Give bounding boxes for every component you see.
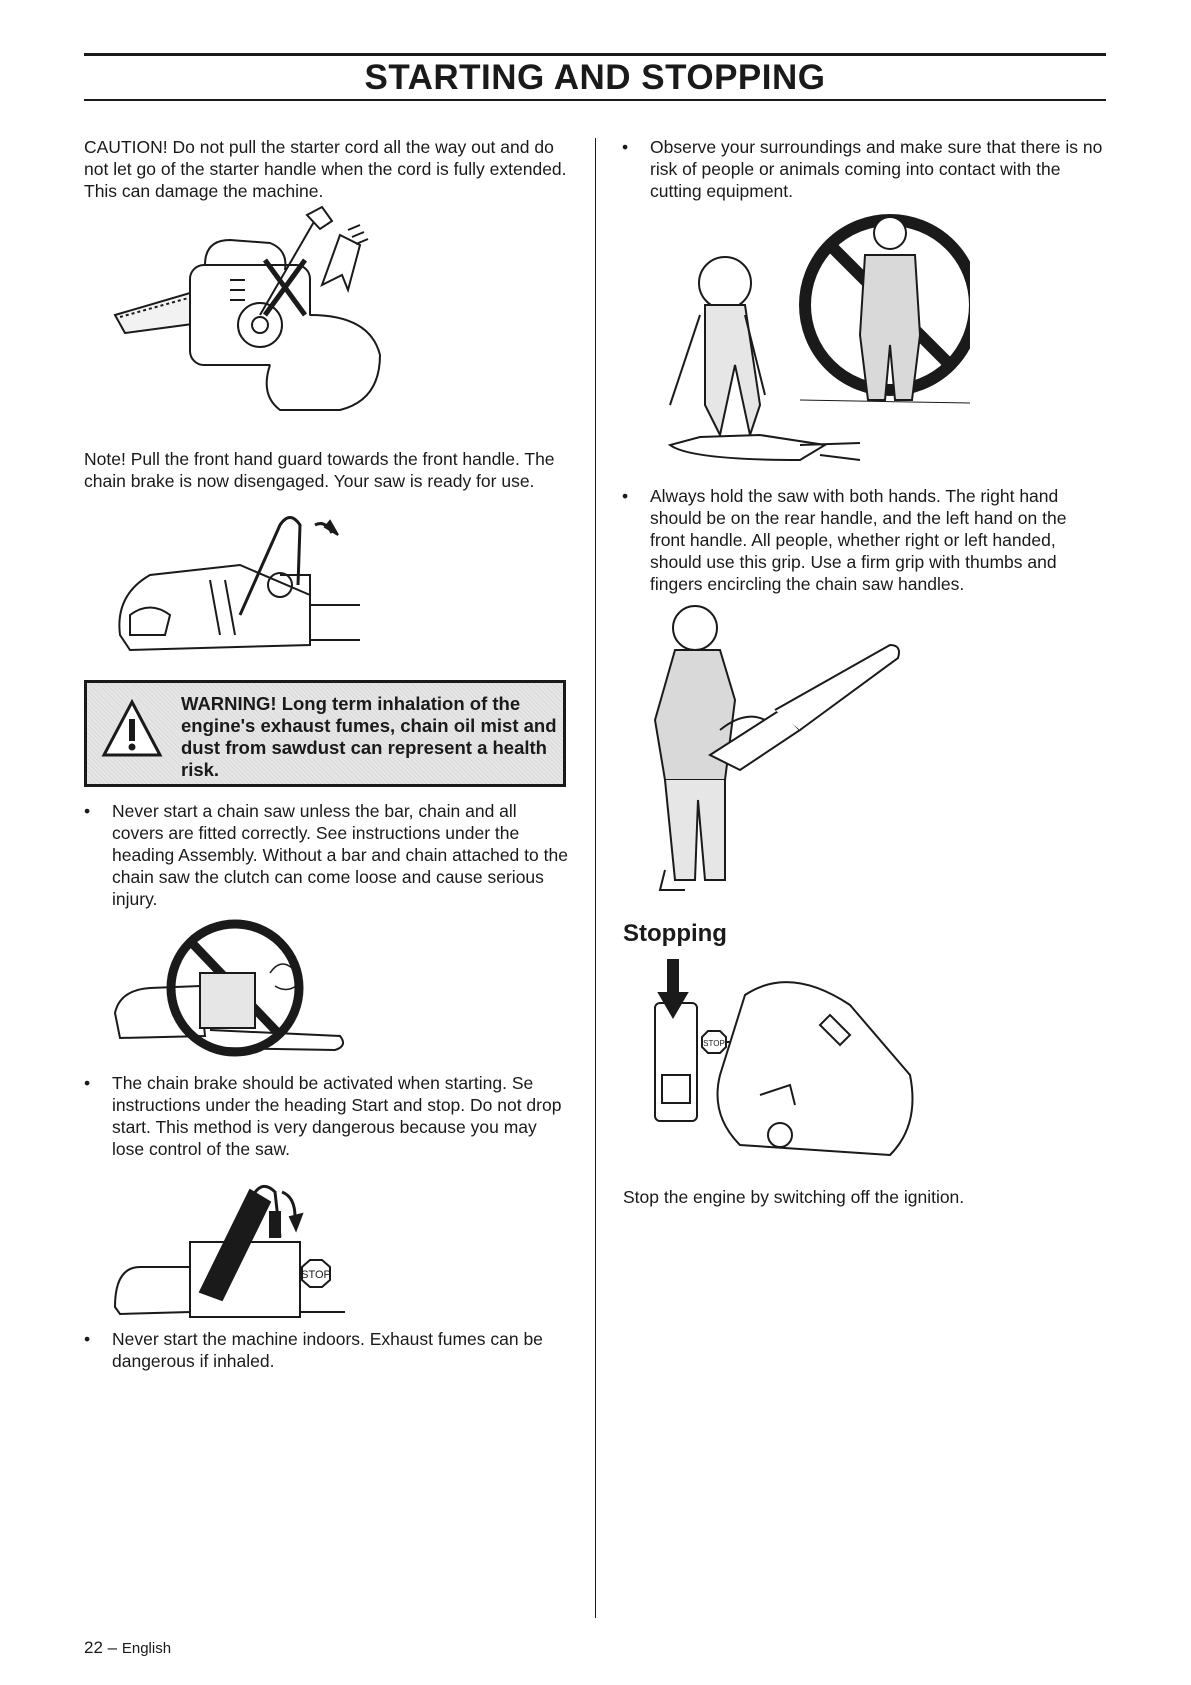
chain-brake-disengage-illustration: [110, 505, 370, 655]
title-underline: [84, 99, 1106, 101]
warning-triangle-icon: [101, 699, 163, 759]
two-hand-grip-illustration: [650, 600, 910, 900]
column-divider: [595, 138, 596, 1618]
stop-text: Stop the engine by switching off the ignition.: [623, 1187, 965, 1207]
stopping-heading: Stopping: [623, 920, 727, 947]
note-text: Note! Pull the front hand guard towards the front handle. The chain brake is now disengaged. Your saw is ready for use.: [84, 449, 555, 491]
surroundings-illustration: [650, 205, 970, 475]
starter-cord-illustration: [110, 205, 400, 420]
warning-text: WARNING! Long term inhalation of the engine's exhaust fumes, chain oil mist and dust from sawdust can represent a health risk.: [181, 693, 557, 780]
stop-label: STOP: [301, 1269, 331, 1281]
caution-text: CAUTION! Do not pull the starter cord all the way out and do not let go of the starter handle when the cord is fully extended. This can damage the machine.: [84, 137, 567, 201]
warning-box: [84, 680, 566, 787]
chain-brake-activated-illustration: [110, 1172, 350, 1320]
stop-label: STOP: [703, 1039, 725, 1048]
page-number: 22: [84, 1638, 103, 1657]
page-footer: [84, 1638, 171, 1658]
ignition-switch-illustration: [650, 955, 930, 1165]
footer-language: English: [121, 1640, 172, 1657]
top-rule: [84, 53, 1106, 56]
page-title: STARTING AND STOPPING: [364, 58, 826, 97]
footer-separator: –: [107, 1638, 118, 1657]
no-start-without-bar-illustration: [110, 918, 350, 1063]
